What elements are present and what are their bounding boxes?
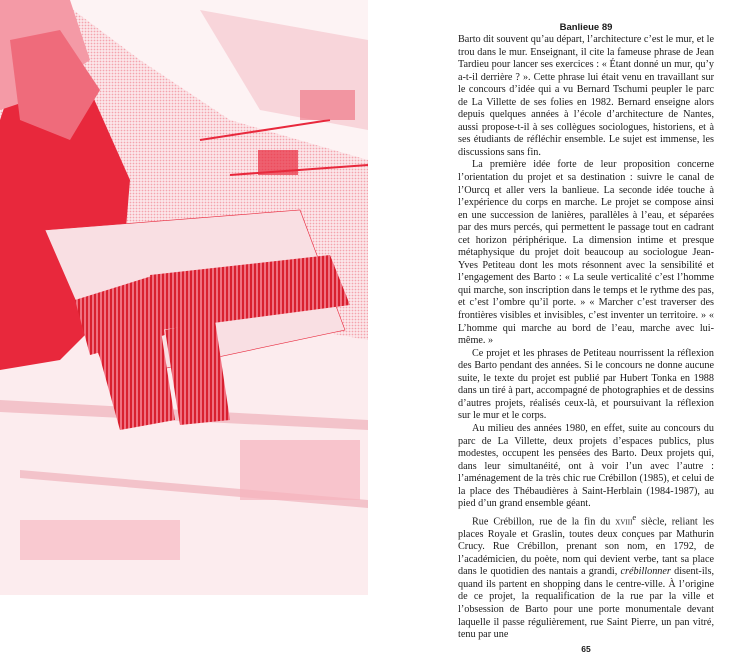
paragraph-1: Barto dit souvent qu’au départ, l’architecture c’est le mur, et le trou dans le mur. Enseignant, il cite la fameuse phrase de Jean Tardieu pour lancer ses exercices : « Étant donné un mur, qu’y a-t-il derrière ? ». Cette phrase lui était venu en travaillant sur le concours d’idée qui a vu Bernard Tschumi peupler le parc de La Villette de ses folies en 1982. Bernard enseigne alors depuis quelques années à l’école d’architecture de Nantes, aussi propose-t-il à ses collègues sociologues, historiens, et à ses étudiants de réfléchir ensemble. Le sujet est immense, les discussions sans fin.: [458, 34, 714, 158]
running-head: Banlieue 89: [559, 22, 613, 33]
page-number: 65: [581, 643, 591, 654]
photo-architectural-drawings: [0, 0, 368, 595]
paragraph-5-end: disent-ils, quand ils partent en shopping dans le centre-ville. À l’origine de ce projet, la requalification de la rue par la ville et l’obsession de Barto pour une porte monumentale devant laquelle il passe régulièrement, rue Saint Pierre, un pan vitré, tenu par une: [458, 566, 714, 641]
paragraph-2: La première idée forte de leur proposition concerne l’orientation du projet et sa destination : suivre le canal de l’Ourcq et aller vers la banlieue. La seconde idée touche à l’expérience du corps en marche. Le projet se compose ainsi en une succession de lanières, parallèles à l’eau, et séparées par des murs percés, qui permettent le passage tout en cadrant cet horizon périphérique. La dimension intime et presque métaphysique du projet doit beaucoup au sociologue Jean-Yves Petiteau dont les mots résonnent avec la sensibilité et l’engagement des Barto : « La seule verticalité c’est l’homme qui marche, son inscription dans le temps et le rythme des pas, et c’est l’ombre qu’il porte. » « Marcher c’est traverser des frontières visibles et invisibles, c’est inventer un territoire. » « L’homme qui marche au bord de l’eau, marche avec lui-même. »: [458, 159, 714, 347]
text-page: [458, 22, 714, 654]
paragraph-3: Ce projet et les phrases de Petiteau nourrissent la réflexion des Barto pendant des années. Si le concours ne donne aucune suite, le texte du projet est publié par Hubert Tonka en 1988 dans un tiré à part, accompagné de photographies et de dessins d’autres projets, réalisés ceux-là, et poursuivant la réflexion sur le mur et le corps.: [458, 347, 714, 422]
paragraph-5-middle: siècle, reliant les places Royale et Graslin, toutes deux conçues par Mathurin Crucy. Rue Crébillon, prenant son nom, en 1792, de l’académicien, du poète, nom qui devient verbe, tant sa place dans le quotidien des nantais a grandi,: [458, 516, 714, 578]
italic-term: crébillonner: [620, 566, 671, 578]
century-suffix: e: [632, 511, 637, 522]
photo-plate: [0, 0, 368, 595]
paragraph-4: Au milieu des années 1980, en effet, suite au concours du parc de La Villette, deux projets d’espaces publics, plus modestes, occupent les pensées des Barto. Deux projets qui, dans leur simultanéité, ont à voir l’un avec l’autre : l’aménagement de la très chic rue Crébillon (1985), et celui de la place des Thébaudières à Saint-Herblain (1984-1987), au pied d’un grand ensemble géant.: [458, 422, 714, 510]
century-numeral: xviii: [615, 516, 633, 528]
paragraph-5-start: Rue Crébillon, rue de la fin du: [472, 516, 616, 528]
body-text: [458, 34, 714, 642]
paragraph-5: [458, 511, 714, 642]
